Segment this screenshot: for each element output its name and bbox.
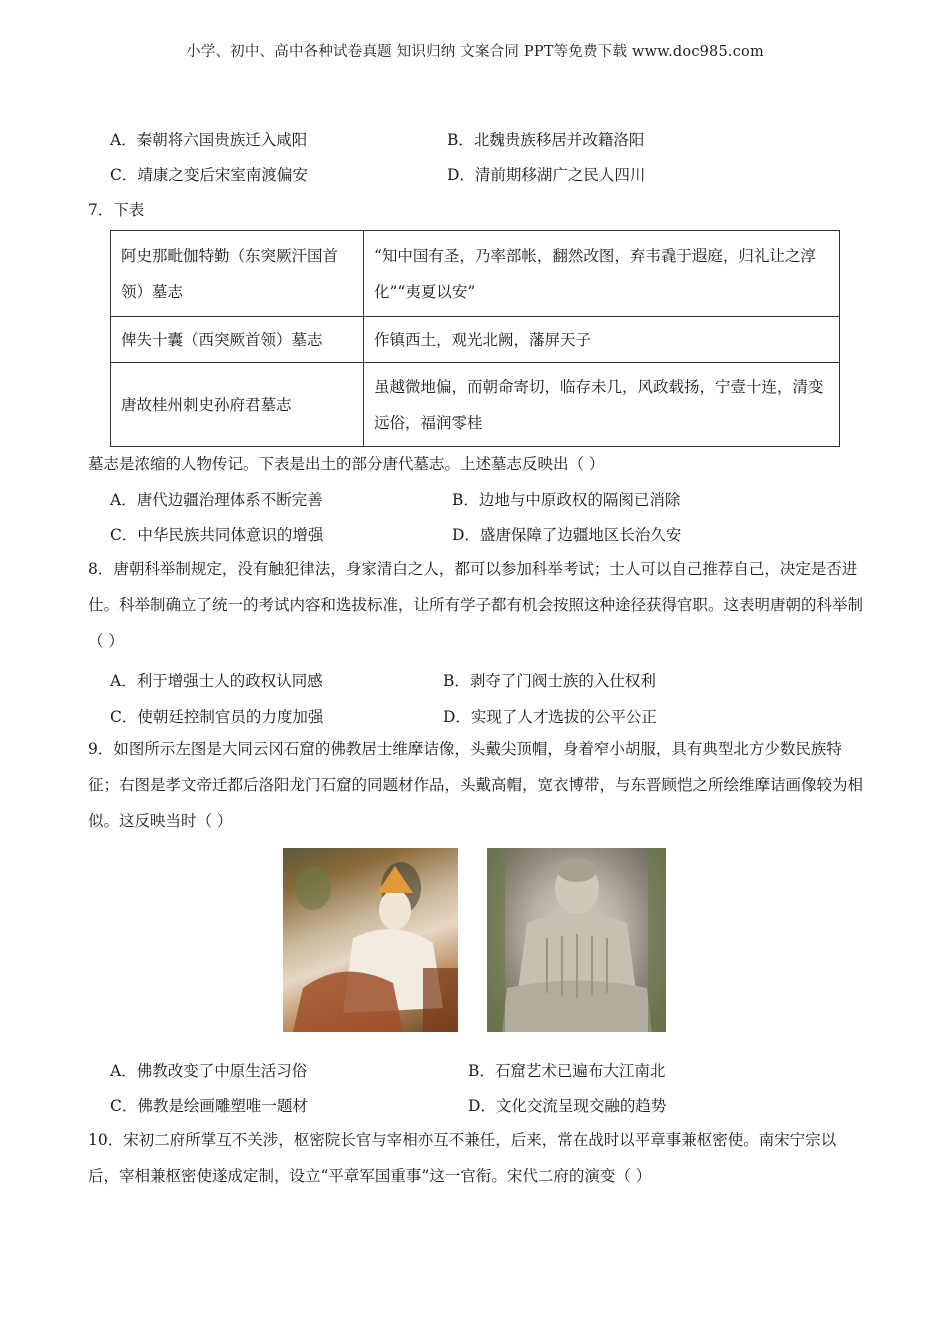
table-row	[111, 231, 840, 317]
q8-option-b[interactable]: B．剥夺了门阀士族的入仕权利	[443, 672, 656, 690]
q7-option-b[interactable]: B．边地与中原政权的隔阂已消除	[452, 491, 681, 509]
q9-option-c[interactable]: C．佛教是绘画雕塑唯一题材	[110, 1097, 308, 1115]
q7-option-a[interactable]: A．唐代边疆治理体系不断完善	[110, 491, 323, 509]
table-row	[111, 317, 840, 363]
table-cell-name: 唐故桂州刺史孙府君墓志	[111, 363, 364, 447]
epitaph-table	[110, 230, 840, 447]
table-cell-text: “知中国有圣，乃率部帐，翻然改图，弃韦毳于遐庭，归礼让之淳化”“夷夏以安”	[364, 231, 840, 317]
table-row	[111, 363, 840, 447]
q6-option-a[interactable]: A．秦朝将六国贵族迁入咸阳	[110, 131, 308, 149]
seated-buddha-illustration	[487, 848, 666, 1032]
q8-option-d[interactable]: D．实现了人才选拔的公平公正	[443, 708, 657, 726]
seated-figure-illustration	[283, 848, 458, 1032]
longmen-vimalakirti-image	[487, 848, 666, 1032]
q6-option-b[interactable]: B．北魏贵族移居并改籍洛阳	[447, 131, 645, 149]
yungang-vimalakirti-image	[283, 848, 458, 1032]
q8-option-c[interactable]: C．使朝廷控制官员的力度加强	[110, 708, 324, 726]
table-cell-text: 作镇西土，观光北阙，藩屏天子	[364, 317, 840, 363]
q9-option-b[interactable]: B．石窟艺术已遍布大江南北	[468, 1062, 666, 1080]
q7-option-d[interactable]: D．盛唐保障了边疆地区长治久安	[452, 526, 682, 544]
q7-stem: 墓志是浓缩的人物传记。下表是出土的部分唐代墓志。上述墓志反映出（ ）	[88, 455, 605, 473]
q8-option-a[interactable]: A．利于增强士人的政权认同感	[110, 672, 323, 690]
q6-option-c[interactable]: C．靖康之变后宋室南渡偏安	[110, 166, 308, 184]
q9-option-d[interactable]: D．文化交流呈现交融的趋势	[468, 1097, 667, 1115]
page-header: 小学、初中、高中各种试卷真题 知识归纳 文案合同 PPT等免费下载 www.doc985.com	[186, 44, 764, 60]
q9-stem: 9．如图所示左图是大同云冈石窟的佛教居士维摩诘像，头戴尖顶帽，身着窄小胡服，具有典型北方少数民族特征；右图是孝文帝迁都后洛阳龙门石窟的同题材作品，头戴高帽，宽衣博带，与东晋顾恺之所绘维摩诘画像较为相似。这反映当时（ ）	[88, 740, 864, 830]
q7-intro: 7．下表	[88, 201, 145, 219]
q7-option-c[interactable]: C．中华民族共同体意识的增强	[110, 526, 324, 544]
table-cell-name: 阿史那毗伽特勤（东突厥汗国首领）墓志	[111, 231, 364, 317]
q10-stem: 10．宋初二府所掌互不关涉，枢密院长官与宰相亦互不兼任，后来，常在战时以平章事兼枢密使。南宋宁宗以后，宰相兼枢密使遂成定制，设立“平章军国重事”这一官衔。宋代二府的演变（ ）	[88, 1131, 837, 1185]
table-cell-text: 虽越微地偏，而朝命寄切，临存未几，风政载扬，宁壹十连，清变远俗，福润零桂	[364, 363, 840, 447]
table-cell-name: 俾失十囊（西突厥首领）墓志	[111, 317, 364, 363]
q8-stem: 8．唐朝科举制规定，没有触犯律法，身家清白之人，都可以参加科举考试；士人可以自己推荐自己，决定是否进仕。科举制确立了统一的考试内容和选拔标准，让所有学子都有机会按照这种途径获得官职。这表明唐朝的科举制（ ）	[88, 560, 864, 650]
q9-option-a[interactable]: A．佛教改变了中原生活习俗	[110, 1062, 308, 1080]
q6-option-d[interactable]: D．清前期移湖广之民人四川	[447, 166, 646, 184]
